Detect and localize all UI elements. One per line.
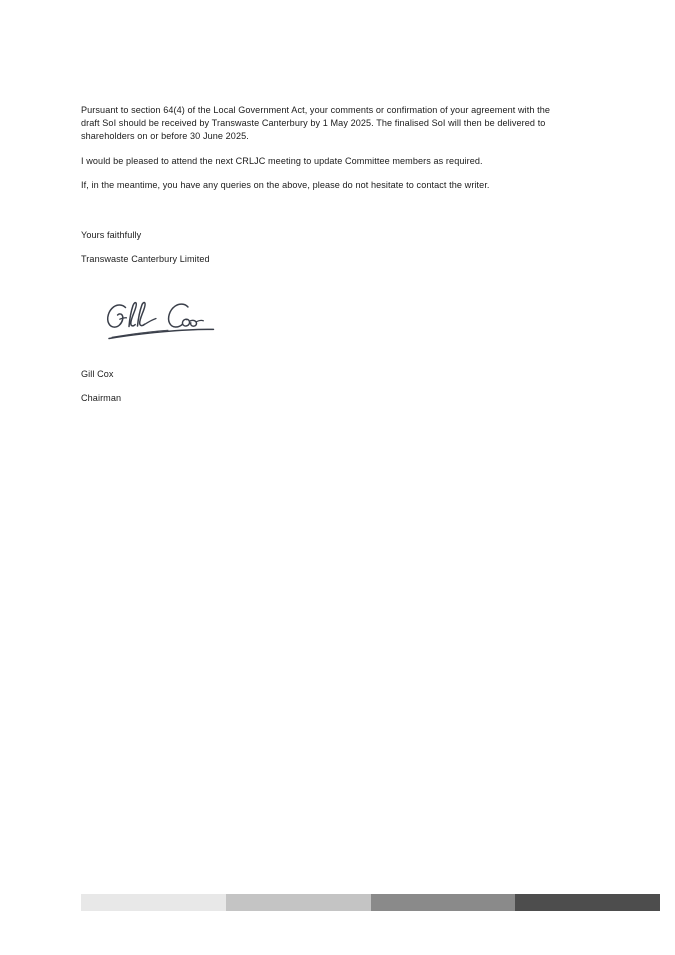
- calibration-band-lightest: [81, 894, 226, 911]
- letter-body: [81, 104, 567, 192]
- body-paragraph-2: I would be pleased to attend the next CRLJC meeting to update Committee members as required.: [81, 155, 483, 166]
- signer-title: Chairman: [81, 393, 122, 404]
- calibration-band-light: [226, 894, 371, 911]
- handwritten-signature-icon: [100, 288, 230, 346]
- calibration-band-dark: [515, 894, 660, 911]
- signature-image: [100, 288, 230, 346]
- calibration-band-mid: [371, 894, 516, 911]
- signer-block: [81, 368, 381, 416]
- signer-name: Gill Cox: [81, 369, 114, 379]
- grayscale-calibration-bar: [81, 894, 660, 911]
- body-paragraph-1: Pursuant to section 64(4) of the Local Government Act, your comments or confirmation of your agreement with the draft SoI should be received by Transwaste Canterbury by 1 May 2025. The finalised SoI will then be delivered to shareholders on or before 30 June 2025.: [81, 105, 551, 142]
- closing-block: [81, 229, 567, 277]
- closing-salutation: Yours faithfully: [81, 230, 142, 240]
- closing-company-name: Transwaste Canterbury Limited: [81, 254, 210, 265]
- body-paragraph-3: If, in the meantime, you have any queries on the above, please do not hesitate to contact the writer.: [81, 179, 490, 190]
